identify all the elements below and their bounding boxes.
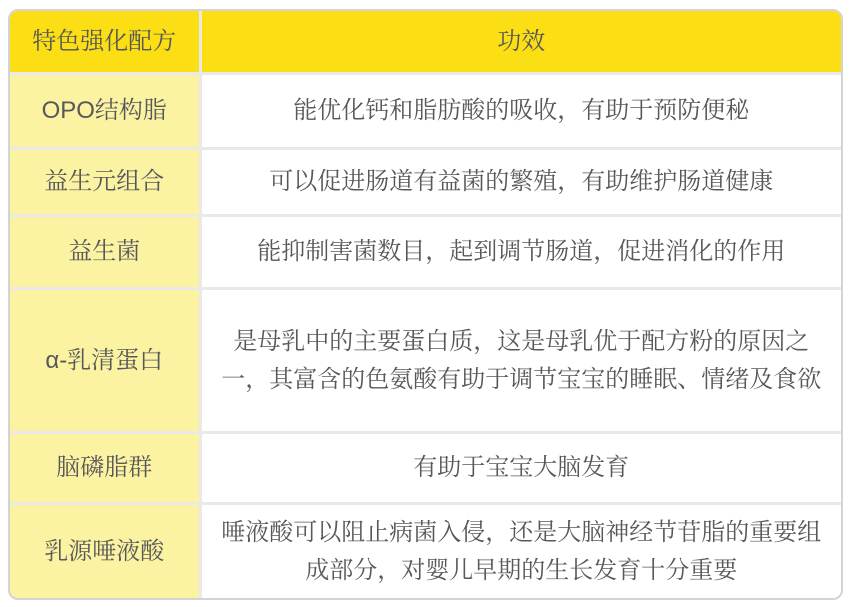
effect-text-probiotic: 能抑制害菌数目，起到调节肠道，促进消化的作用 [200,216,841,289]
effect-text-phospholipid: 有助于宝宝大脑发育 [200,433,841,504]
formula-name-opo: OPO结构脂 [10,74,200,149]
formula-name-phospholipid: 脑磷脂群 [10,433,200,504]
effect-text-opo: 能优化钙和脂肪酸的吸收，有助于预防便秘 [200,74,841,149]
formula-name-sialic-acid: 乳源唾液酸 [10,504,200,598]
table-row [10,74,841,149]
table-row [10,289,841,433]
effect-text-prebiotic: 可以促进肠道有益菌的繁殖，有助维护肠道健康 [200,149,841,216]
table-row [10,149,841,216]
formula-effect-table [8,9,843,600]
column-header-effect: 功效 [200,11,841,74]
table-header-row [10,11,841,74]
formula-table [10,11,841,598]
effect-text-whey-protein: 是母乳中的主要蛋白质，这是母乳优于配方粉的原因之一，其富含的色氨酸有助于调节宝宝的睡眠、情绪及食欲 [200,289,841,433]
table-row [10,504,841,598]
formula-name-probiotic: 益生菌 [10,216,200,289]
formula-name-prebiotic: 益生元组合 [10,149,200,216]
effect-text-sialic-acid: 唾液酸可以阻止病菌入侵，还是大脑神经节苷脂的重要组成部分，对婴儿早期的生长发育十分重要 [200,504,841,598]
formula-name-whey-protein: α-乳清蛋白 [10,289,200,433]
column-header-formula: 特色强化配方 [10,11,200,74]
table-row [10,216,841,289]
table-row [10,433,841,504]
